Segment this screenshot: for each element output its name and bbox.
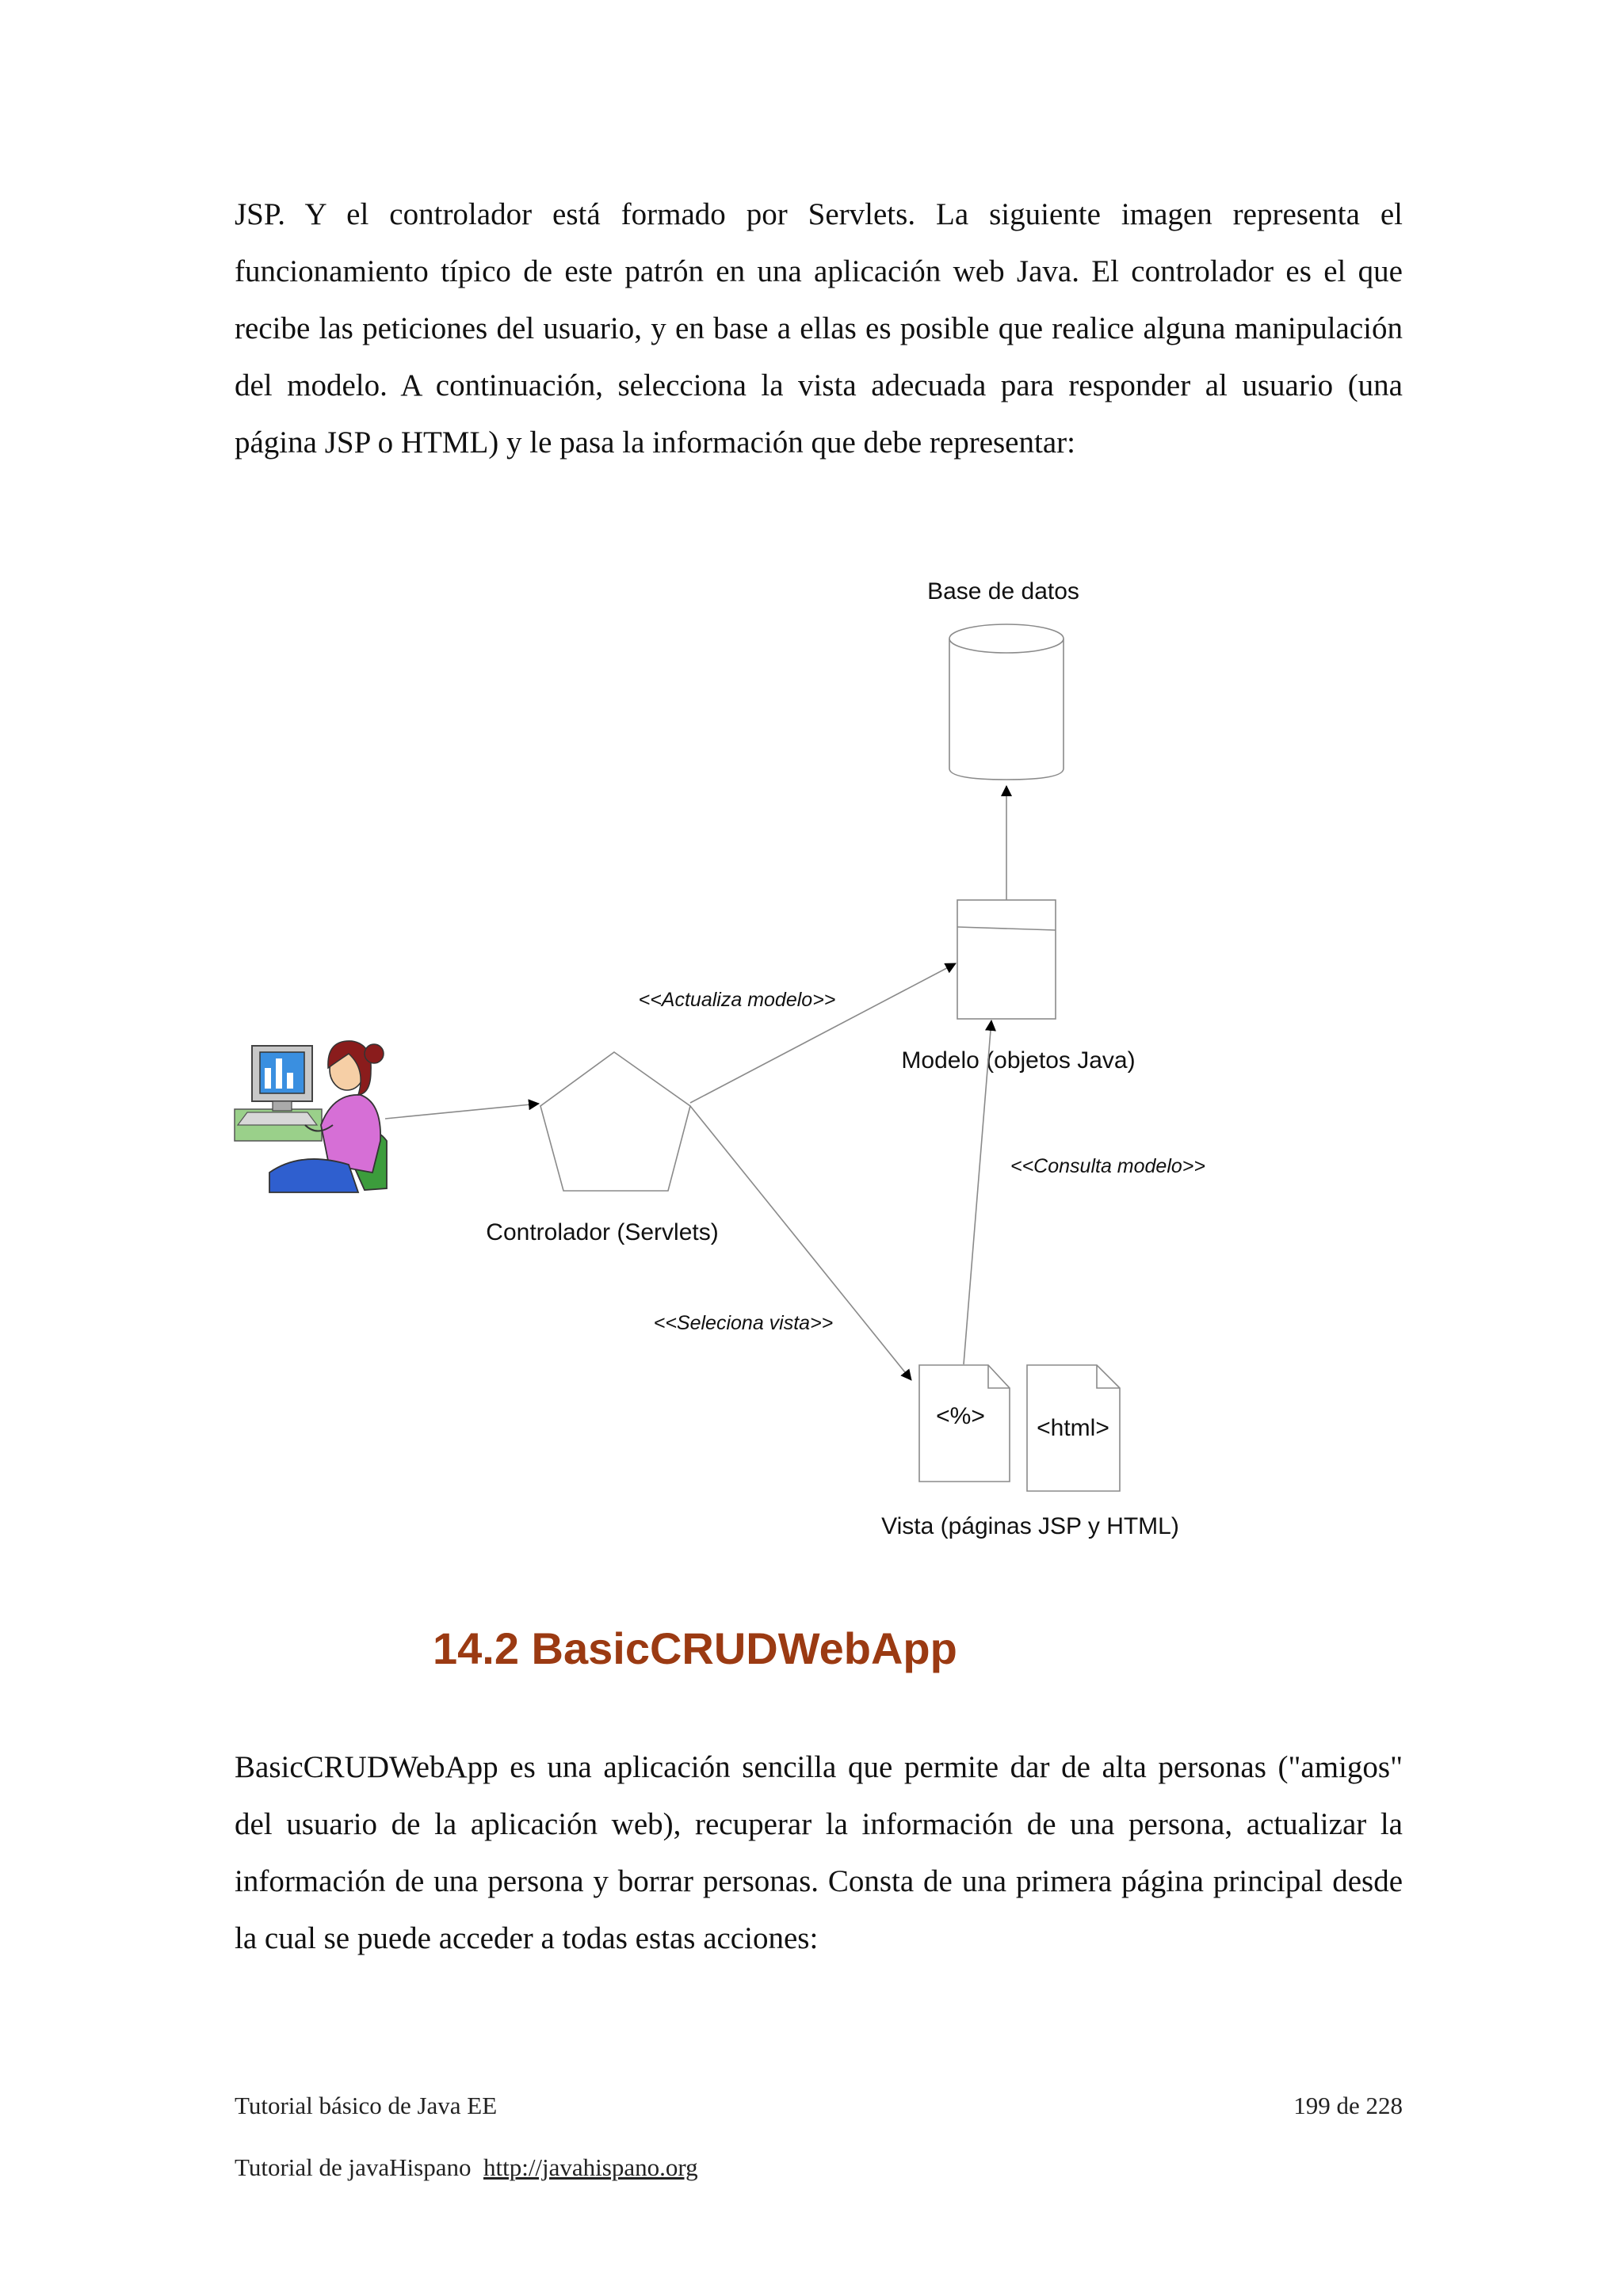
body-paragraph-1: JSP. Y el controlador está formado por Servlets. La siguiente imagen representa el funcionamiento típico de este patrón en una aplicación web Java. El controlador es el que recibe las peticiones del usuario, y en base a ellas es posible que realice alguna manipulación del modelo. A continuación, selecciona la vista adecuada para responder al usuario (una página JSP o HTML) y le pasa la información que debe representar: (235, 197, 1403, 460)
model-label: Modelo (objetos Java) (901, 1047, 1136, 1074)
model-box-icon (957, 900, 1056, 1019)
update-model-label: <<Actualiza modelo>> (638, 989, 836, 1011)
mvc-diagram (0, 539, 1623, 1569)
footer-bottom (235, 2153, 698, 2182)
controller-to-view-arrow (690, 1106, 911, 1380)
footer-link[interactable]: http://javahispano.org (483, 2153, 698, 2181)
controller-to-model-arrow (690, 963, 956, 1103)
footer-page-total: 228 (1365, 2092, 1403, 2119)
footer-document-title: Tutorial básico de Java EE (235, 2092, 498, 2119)
body-paragraph-2: BasicCRUDWebApp es una aplicación sencilla que permite dar de alta personas ("amigos" del usuario de la aplicación web), recuperar la información de una persona, actualizar la información de una persona y borrar personas. Consta de una primera página principal desde la cual se puede acceder a todas estas acciones: (235, 1750, 1403, 1955)
database-label: Base de datos (927, 578, 1079, 605)
select-view-label: <<Seleciona vista>> (653, 1312, 834, 1334)
footer-page-number: 199 (1293, 2092, 1331, 2119)
user-to-controller-arrow (385, 1104, 539, 1119)
query-model-label: <<Consulta modelo>> (1010, 1155, 1206, 1177)
user-at-computer-icon (235, 1041, 387, 1192)
footer-page-of: de (1336, 2092, 1360, 2119)
jsp-page-text: <%> (936, 1403, 985, 1429)
database-cylinder-icon (949, 624, 1064, 780)
html-page-text: <html> (1037, 1415, 1109, 1441)
controller-label: Controlador (Servlets) (486, 1219, 719, 1245)
footer-page-counter (1244, 2092, 1403, 2120)
view-label: Vista (páginas JSP y HTML) (881, 1513, 1179, 1539)
footer-bottom-text: Tutorial de javaHispano (235, 2153, 472, 2181)
section-heading: 14.2 BasicCRUDWebApp (433, 1623, 957, 1673)
controller-pentagon-icon (540, 1052, 690, 1191)
